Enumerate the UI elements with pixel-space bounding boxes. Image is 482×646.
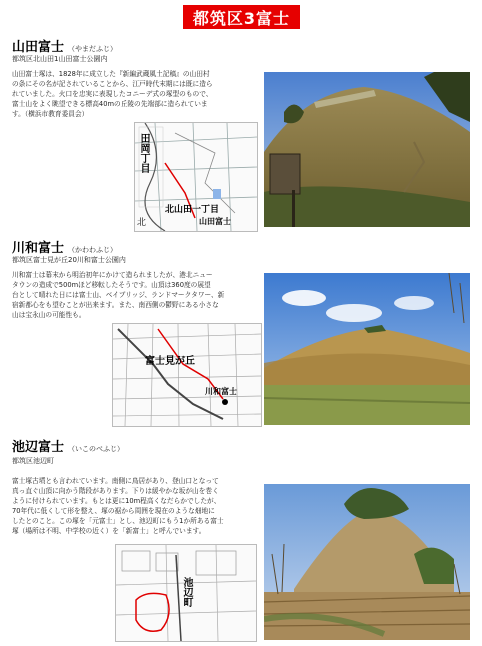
address: 都筑区北山田1山田富士公園内 xyxy=(12,55,108,63)
description-line: 富士塚古墳とも言われています。南側に鳥居があり、登山口となって xyxy=(12,477,219,485)
map-ikonobe xyxy=(115,544,257,642)
page-title: 都筑区3富士 xyxy=(183,5,300,29)
description-line: 山田富士塚は、1828年に成立した『新編武蔵風土記稿』の山田村 xyxy=(12,70,210,78)
description-line: タウンの造成で500mほど移転したそうです。山頂は360度の展望 xyxy=(12,281,211,289)
section-kawawa-fuji xyxy=(0,237,482,429)
description-line: れていました。火口を忠実に表現したコニーデ式の塚型のもので、 xyxy=(12,90,213,98)
description-line: す。（横浜市教育委員会） xyxy=(12,110,89,118)
description-line: ように付けられています。もとは更に10m程高くなだらかでしたが、 xyxy=(12,497,221,505)
heading-name: 川和富士 xyxy=(12,241,65,256)
photo-yamada-fuji xyxy=(264,72,470,227)
description-line: 真っ直ぐ山頂に向かう階段があります。下りは緩やかな坂が山を巻く xyxy=(12,487,219,495)
heading-reading: （かわわふじ） xyxy=(68,246,118,254)
heading-name: 山田富士 xyxy=(12,40,65,55)
heading-reading: （いこのべふじ） xyxy=(68,445,125,453)
description xyxy=(12,69,267,119)
section-heading xyxy=(12,237,117,256)
description-line: 塚（場所は不明、中学校の近く）を「新富士」と呼んでいます。 xyxy=(12,527,206,535)
description-line: の条にその名が記されていることから、江戸時代末期には既に造ら xyxy=(12,80,213,88)
map-label: 川和富士 xyxy=(205,387,237,396)
map-label: 田岡丁目 xyxy=(138,133,149,173)
section-yamada-fuji xyxy=(0,36,482,231)
address: 都筑区池辺町 xyxy=(12,457,54,465)
map-yamada xyxy=(134,122,258,232)
description-line: 川和富士は幕末から明治初年にかけて造られましたが、港北ニュー xyxy=(12,271,213,279)
map-label: 山田富士 xyxy=(199,217,231,226)
address: 都筑区富士見が丘20川和富士公園内 xyxy=(12,256,126,264)
photo-kawawa-fuji xyxy=(264,273,470,425)
description-line: 宿新都心をも望むことが出来ます。また、南西側の鬱野にある小さな xyxy=(12,301,219,309)
description-line: 富士山をよく眺望できる標高40mの丘陵の先端部に造られていま xyxy=(12,100,208,108)
map-label: 富士見が丘 xyxy=(145,356,195,367)
map-kawawa xyxy=(112,323,262,427)
description-line: 70年代に低くして形を整え、塚の裾から周囲を現在のような畑地に xyxy=(12,507,215,515)
heading-reading: （やまだふじ） xyxy=(68,45,118,53)
map-label: 池辺町 xyxy=(181,577,192,607)
map-label: 北山田一丁目 xyxy=(165,205,220,215)
section-ikonobe-fuji xyxy=(0,436,482,641)
description-line: 山は宝永山の可能性も。 xyxy=(12,311,86,319)
section-heading xyxy=(12,36,117,55)
section-heading xyxy=(12,436,124,455)
description-line: 台として晴れた日には富士山、ベイブリッジ、ランドマークタワー、新 xyxy=(12,291,225,299)
photo-ikonobe-fuji xyxy=(264,484,470,640)
north-marker: 北 xyxy=(137,218,147,228)
description xyxy=(12,270,267,320)
heading-name: 池辺富士 xyxy=(12,440,65,455)
description-line: したとのこと。この塚を「元富士」とし、池辺町にもう1か所ある富士 xyxy=(12,517,224,525)
